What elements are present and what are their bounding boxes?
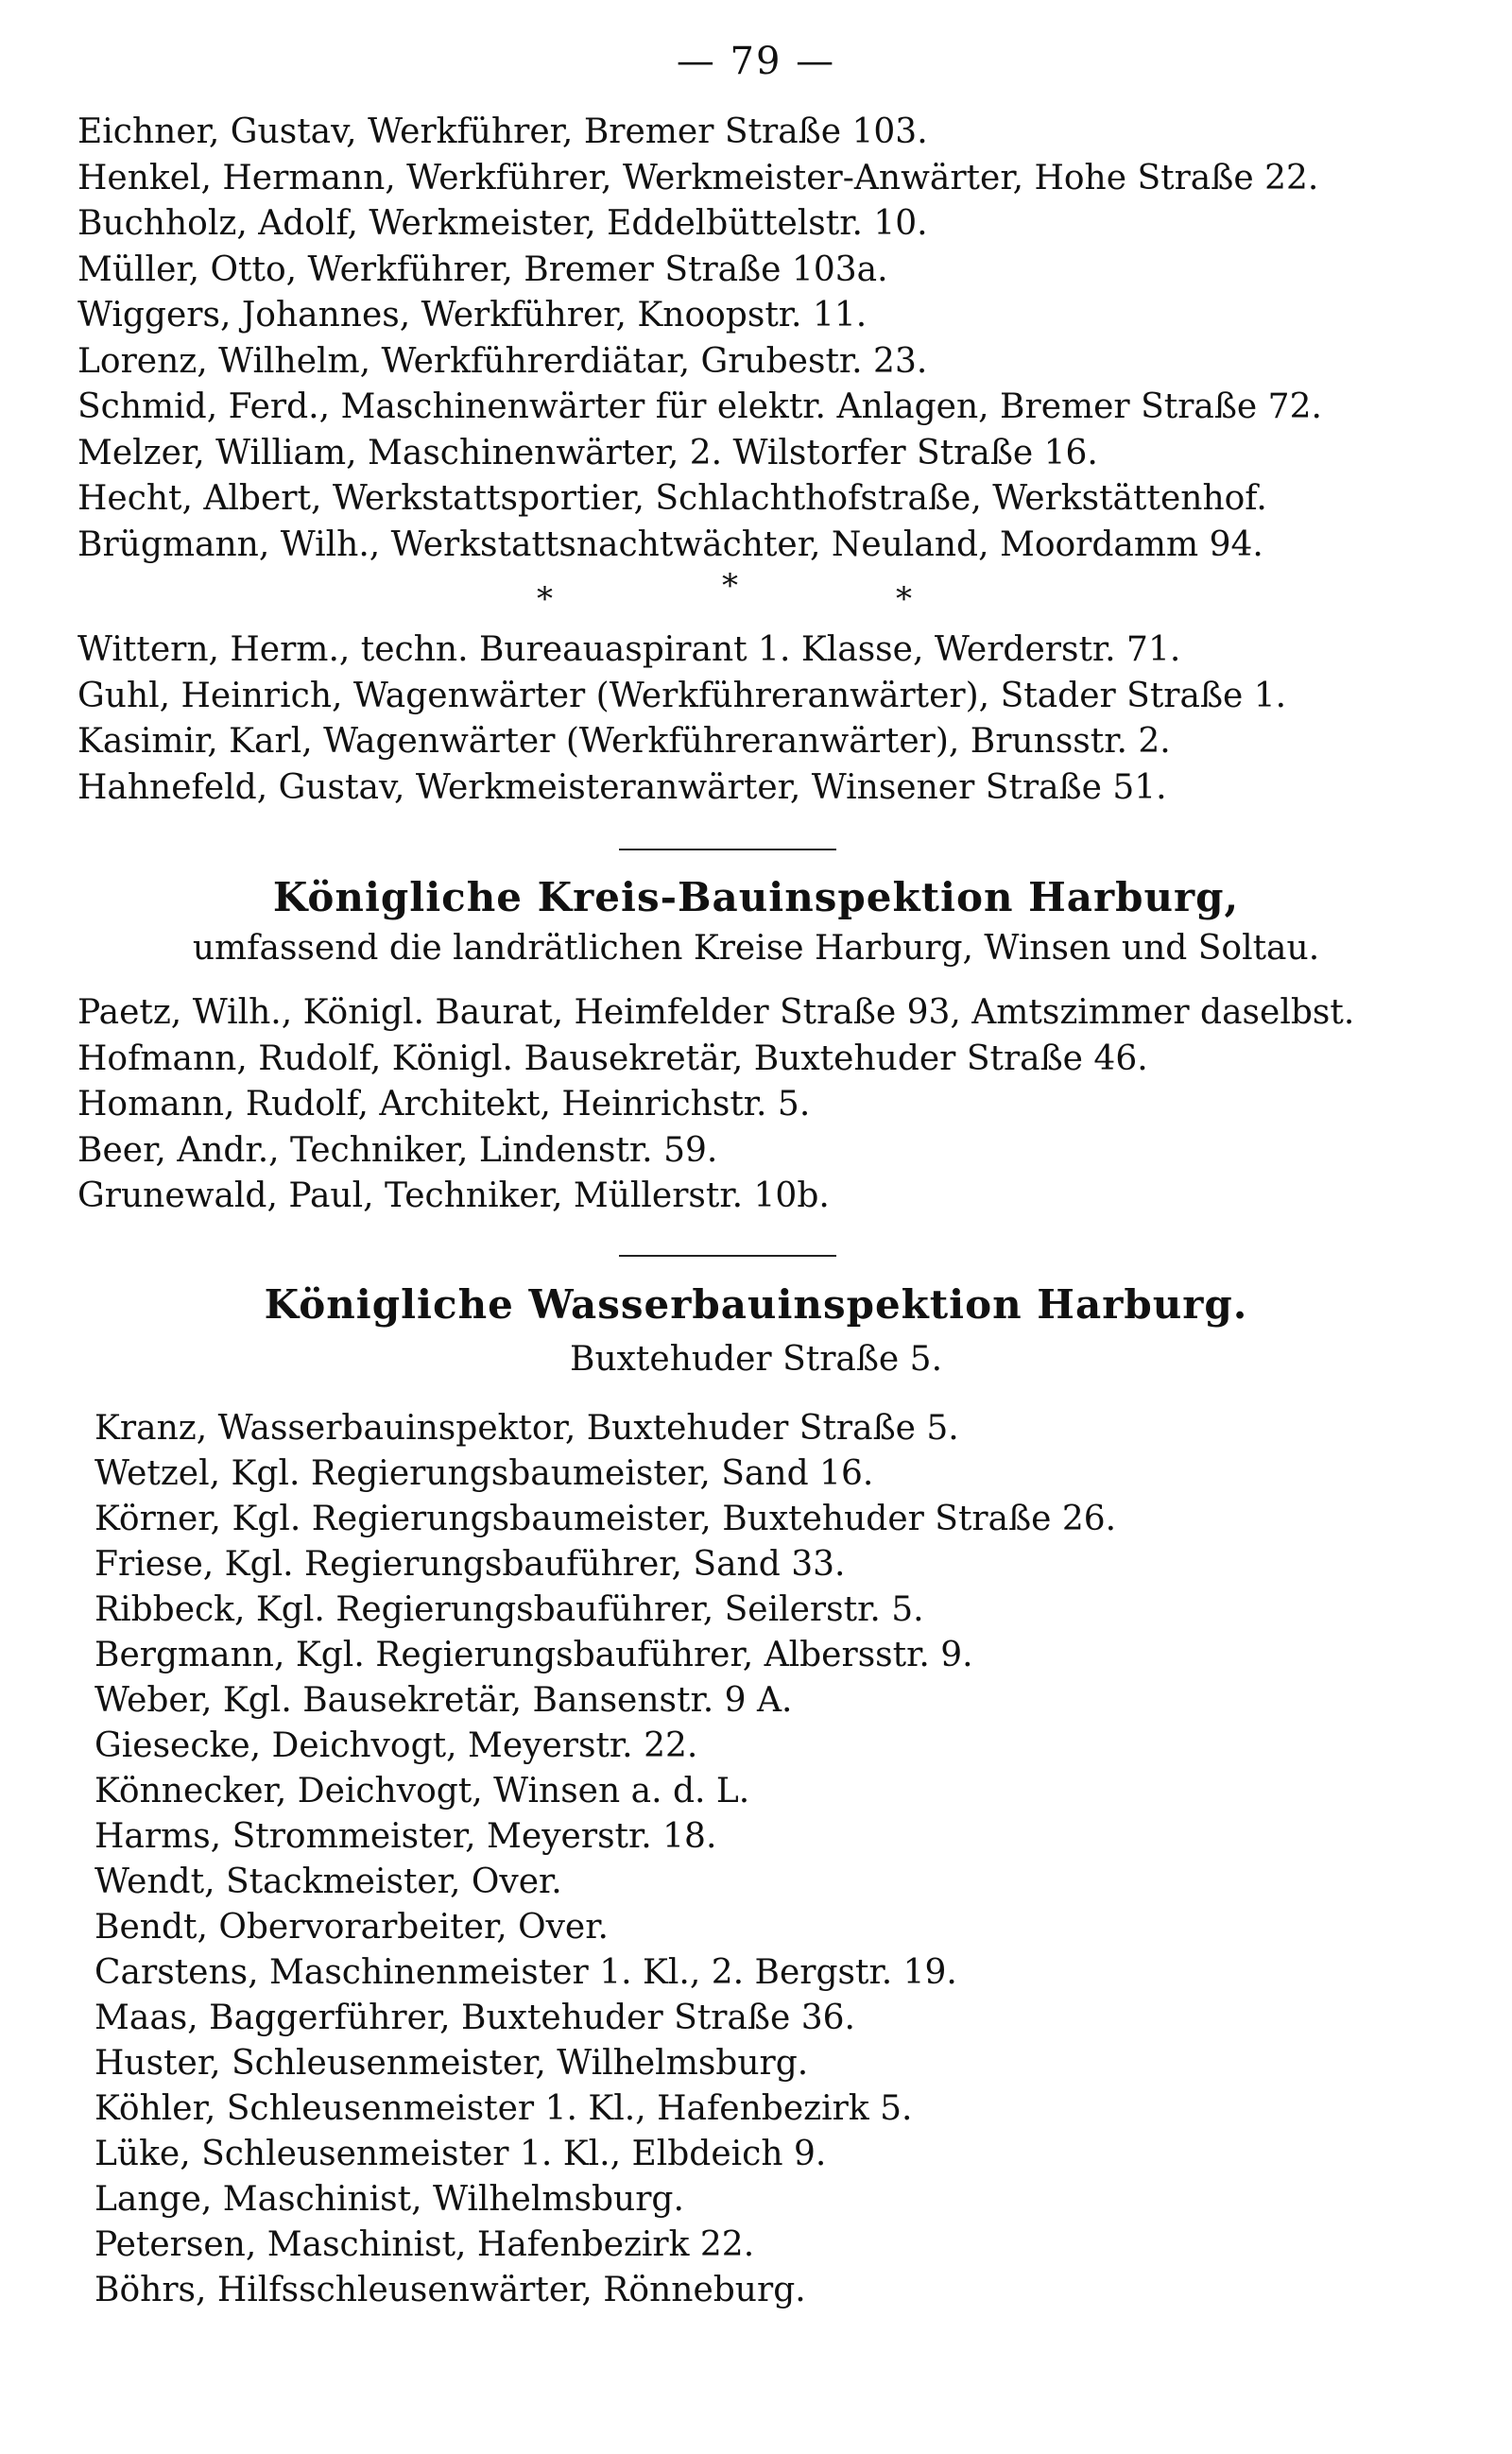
list-item: Petersen, Maschinist, Hafenbezirk 22. (94, 2225, 755, 2264)
list-item: Lorenz, Wilhelm, Werkführerdiätar, Grubestr. 23. (77, 341, 928, 381)
list-item: Weber, Kgl. Bausekretär, Bansenstr. 9 A. (94, 1681, 793, 1720)
list-item: Wiggers, Johannes, Werkführer, Knoopstr. 11. (77, 296, 868, 335)
section-heading-kreis: Königliche Kreis-Bauinspektion Harburg, (272, 874, 1240, 920)
list-item: Carstens, Maschinenmeister 1. Kl., 2. Bergstr. 19. (94, 1953, 957, 1992)
list-item: Melzer, William, Maschinenwärter, 2. Wilstorfer Straße 16. (77, 433, 1098, 472)
list-item: Maas, Baggerführer, Buxtehuder Straße 36. (94, 1999, 855, 2037)
list-item: Brügmann, Wilh., Werkstattsnachtwächter, Neuland, Moordamm 94. (77, 524, 1263, 564)
list-item: Henkel, Hermann, Werkführer, Werkmeister-Anwärter, Hohe Straße 22. (77, 158, 1319, 197)
list-item: Giesecke, Deichvogt, Meyerstr. 22. (94, 1726, 698, 1765)
list-item: Ribbeck, Kgl. Regierungsbauführer, Seilerstr. 5. (94, 1590, 924, 1629)
list-item: Beer, Andr., Techniker, Lindenstr. 59. (77, 1130, 718, 1170)
list-item: Huster, Schleusenmeister, Wilhelmsburg. (94, 2044, 809, 2083)
asterism-separator (0, 567, 1512, 618)
list-item: Könnecker, Deichvogt, Winsen a. d. L. (94, 1772, 750, 1810)
list-item: Paetz, Wilh., Königl. Baurat, Heimfelder Straße 93, Amtszimmer daselbst. (77, 993, 1355, 1032)
list-item: Guhl, Heinrich, Wagenwärter (Werkführeranwärter), Stader Straße 1. (77, 676, 1287, 715)
list-item: Lange, Maschinist, Wilhelmsburg. (94, 2180, 684, 2219)
list-item: Homann, Rudolf, Architekt, Heinrichstr. 5. (77, 1085, 811, 1124)
wasser-staff-list (0, 1406, 1512, 2313)
list-item: Hecht, Albert, Werkstattsportier, Schlachthofstraße, Werkstättenhof. (77, 479, 1267, 518)
list-item: Köhler, Schleusenmeister 1. Kl., Hafenbezirk 5. (94, 2089, 913, 2128)
separator-star: * (896, 580, 912, 618)
list-item: Bendt, Obervorarbeiter, Over. (94, 1908, 609, 1947)
list-item: Kasimir, Karl, Wagenwärter (Werkführeranwärter), Brunsstr. 2. (77, 722, 1171, 761)
list-item: Grunewald, Paul, Techniker, Müllerstr. 10b. (77, 1176, 830, 1215)
list-item: Hofmann, Rudolf, Königl. Bausekretär, Buxtehuder Straße 46. (77, 1038, 1148, 1078)
kreis-staff-list (0, 990, 1512, 1220)
list-item: Schmid, Ferd., Maschinenwärter für elektr. Anlagen, Bremer Straße 72. (77, 387, 1322, 426)
list-item: Friese, Kgl. Regierungsbauführer, Sand 33. (94, 1545, 846, 1584)
separator-star: * (722, 567, 738, 605)
list-item: Eichner, Gustav, Werkführer, Bremer Straße 103. (77, 112, 928, 151)
section-subheading-wasser: Buxtehuder Straße 5. (569, 1340, 943, 1379)
list-item: Lüke, Schleusenmeister 1. Kl., Elbdeich 9. (94, 2135, 827, 2173)
list-item: Buchholz, Adolf, Werkmeister, Eddelbüttelstr. 10. (77, 204, 928, 243)
separator-star: * (537, 580, 553, 618)
section-divider (619, 1255, 836, 1257)
list-item: Böhrs, Hilfsschleusenwärter, Rönneburg. (94, 2271, 806, 2309)
section-divider (619, 849, 836, 850)
section-subheading-kreis: umfassend die landrätlichen Kreise Harburg, Winsen und Soltau. (192, 929, 1320, 968)
list-item: Harms, Strommeister, Meyerstr. 18. (94, 1817, 717, 1856)
list-item: Körner, Kgl. Regierungsbaumeister, Buxtehuder Straße 26. (94, 1500, 1117, 1538)
list-item: Bergmann, Kgl. Regierungsbauführer, Albersstr. 9. (94, 1636, 973, 1674)
page-number: — 79 — (676, 40, 836, 83)
list-item: Hahnefeld, Gustav, Werkmeisteranwärter, Winsener Straße 51. (77, 767, 1167, 807)
list-item: Müller, Otto, Werkführer, Bremer Straße 103a. (77, 249, 888, 289)
section-heading-wasser: Königliche Wasserbauinspektion Harburg. (264, 1281, 1248, 1328)
staff-list-2 (0, 627, 1512, 811)
staff-list-1 (0, 110, 1512, 568)
list-item: Wetzel, Kgl. Regierungsbaumeister, Sand 16. (94, 1454, 874, 1493)
list-item: Wendt, Stackmeister, Over. (94, 1862, 562, 1901)
list-item: Wittern, Herm., techn. Bureauaspirant 1. Klasse, Werderstr. 71. (77, 630, 1181, 669)
list-item: Kranz, Wasserbauinspektor, Buxtehuder Straße 5. (94, 1409, 959, 1448)
